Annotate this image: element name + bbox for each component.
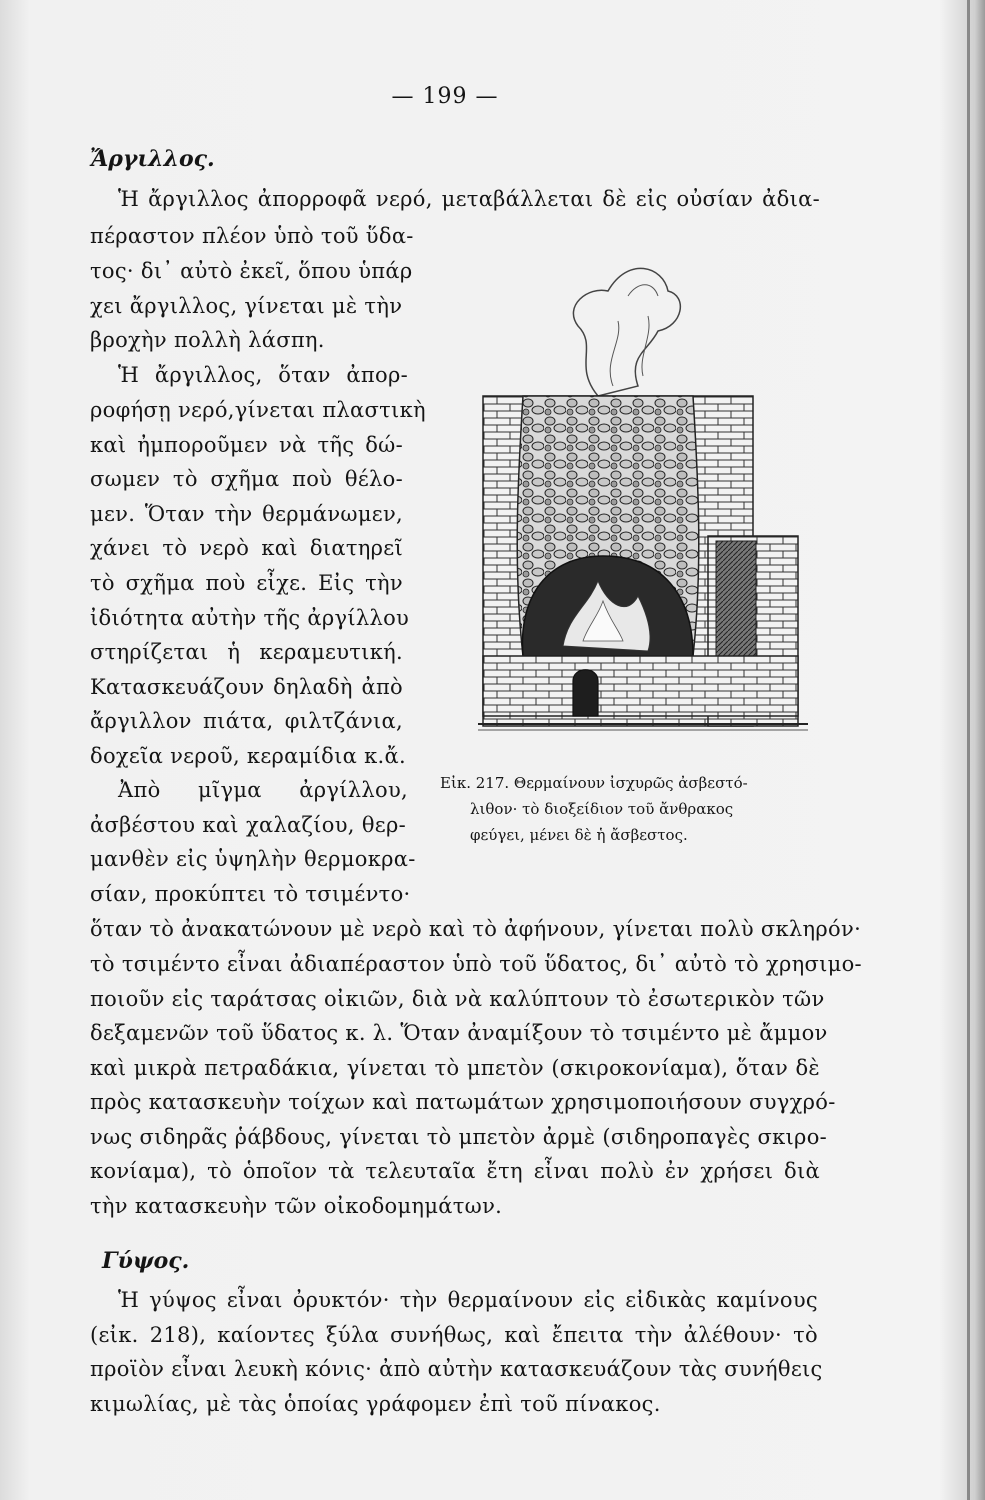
text-line: ἰδιότητα αὐτὴν τῆς ἀργίλλου (90, 606, 410, 630)
text-line: βροχὴν πολλὴ λάσπη. (90, 328, 325, 352)
text-line: τὸ σχῆμα ποὺ εἶχε. Εἰς τὴν (90, 571, 403, 595)
text-line: τὸ τσιμέντο εἶναι ἀδιαπέραστον ὑπὸ τοῦ ὕδατος, δι᾽ αὐτὸ τὸ χρησιμο- (90, 952, 862, 976)
text-line: Ἡ ἄργιλλος ἀπορροφᾶ νερό, μεταβάλλεται δὲ εἰς οὐσίαν ἀδια- (118, 187, 820, 211)
figure-caption-line: Εἰκ. 217. Θερμαίνουν ἰσχυρῶς ἀσβεστό- (440, 774, 748, 792)
text-line: δοχεῖα νεροῦ, κεραμίδια κ.ἄ. (90, 744, 406, 768)
text-line: ὅταν τὸ ἀνακατώνουν μὲ νερὸ καὶ τὸ ἀφήνουν, γίνεται πολὺ σκληρόν· (90, 917, 862, 941)
section-heading-gypsos: Γύψος. (102, 1248, 190, 1274)
text-line: τὴν κατασκευὴν τῶν οἰκοδομημάτων. (90, 1194, 503, 1218)
text-line: Ἡ ἄργιλλος, ὅταν ἀπορ- (118, 363, 408, 387)
text-line: χάνει τὸ νερὸ καὶ διατηρεῖ (90, 536, 403, 560)
text-line: Κατασκευάζουν δηλαδὴ ἀπὸ (90, 675, 403, 699)
text-line: Ἡ γύψος εἶναι ὀρυκτόν· τὴν θερμαίνουν εἰς εἰδικὰς καμίνους (118, 1288, 818, 1312)
text-line: χει ἄργιλλος, γίνεται μὲ τὴν (90, 294, 403, 318)
text-line: πέραστον πλέον ὑπὸ τοῦ ὕδα- (90, 224, 414, 248)
text-line: μανθὲν εἰς ὑψηλὴν θερμοκρα- (90, 847, 416, 871)
lime-kiln-icon (478, 236, 808, 736)
page-number: — 199 — (391, 84, 499, 109)
text-line: (εἰκ. 218), καίοντες ξύλα συνήθως, καὶ ἔπειτα τὴν ἀλέθουν· τὸ (90, 1323, 818, 1347)
text-line: ἀσβέστου καὶ χαλαζίου, θερ- (90, 813, 406, 837)
text-line: σίαν, προκύπτει τὸ τσιμέντο· (90, 882, 411, 906)
text-line: κιμωλίας, μὲ τὰς ὁποίας γράφομεν ἐπὶ τοῦ πίνακος. (90, 1392, 661, 1416)
text-line: πρὸς κατασκευὴν τοίχων καὶ πατωμάτων χρησιμοποιήσουν συγχρό- (90, 1090, 836, 1114)
page-spine-shadow (967, 0, 970, 1500)
text-line: σωμεν τὸ σχῆμα ποὺ θέλο- (90, 467, 403, 491)
lime-kiln-figure (478, 236, 808, 736)
text-line: καὶ ἠμποροῦμεν νὰ τῆς δώ- (90, 433, 403, 457)
text-line: ἄργιλλον πιάτα, φιλτζάνια, (90, 709, 403, 733)
text-line: καὶ μικρὰ πετραδάκια, γίνεται τὸ μπετὸν (σκιροκονίαμα), ὅταν δὲ (90, 1056, 820, 1080)
text-line: ροφήσῃ νερό,γίνεται πλαστικὴ (90, 398, 426, 422)
text-line: στηρίζεται ἡ κεραμευτική. (90, 640, 403, 664)
text-line: τος· δι᾽ αὐτὸ ἐκεῖ, ὅπου ὑπάρ (90, 259, 413, 283)
section-heading-argillos: Ἄργιλλος. (90, 146, 215, 172)
text-line: ποιοῦν εἰς ταράτσας οἰκιῶν, διὰ νὰ καλύπτουν τὸ ἐσωτερικὸν τῶν (90, 987, 825, 1011)
text-line: μεν. Ὅταν τὴν θερμάνωμεν, (90, 502, 403, 526)
text-line: προϊὸν εἶναι λευκὴ κόνις· ἀπὸ αὐτὴν κατασκευάζουν τὰς συνήθεις (90, 1357, 823, 1381)
text-line: νως σιδηρᾶς ῥάβδους, γίνεται τὸ μπετὸν ἀρμὲ (σιδηροπαγὲς σκιρο- (90, 1125, 828, 1149)
text-line: δεξαμενῶν τοῦ ὕδατος κ. λ. Ὅταν ἀναμίξουν τὸ τσιμέντο μὲ ἄμμον (90, 1021, 828, 1045)
figure-caption-line: φεύγει, μένει δὲ ἡ ἄσβεστος. (470, 826, 688, 844)
text-line: Ἀπὸ μῖγμα ἀργίλλου, (118, 778, 408, 802)
figure-caption-line: λιθον· τὸ διοξείδιον τοῦ ἄνθρακος (470, 800, 734, 818)
text-line: κονίαμα), τὸ ὁποῖον τὰ τελευταῖα ἔτη εἶναι πολὺ ἐν χρήσει διὰ (90, 1159, 820, 1183)
